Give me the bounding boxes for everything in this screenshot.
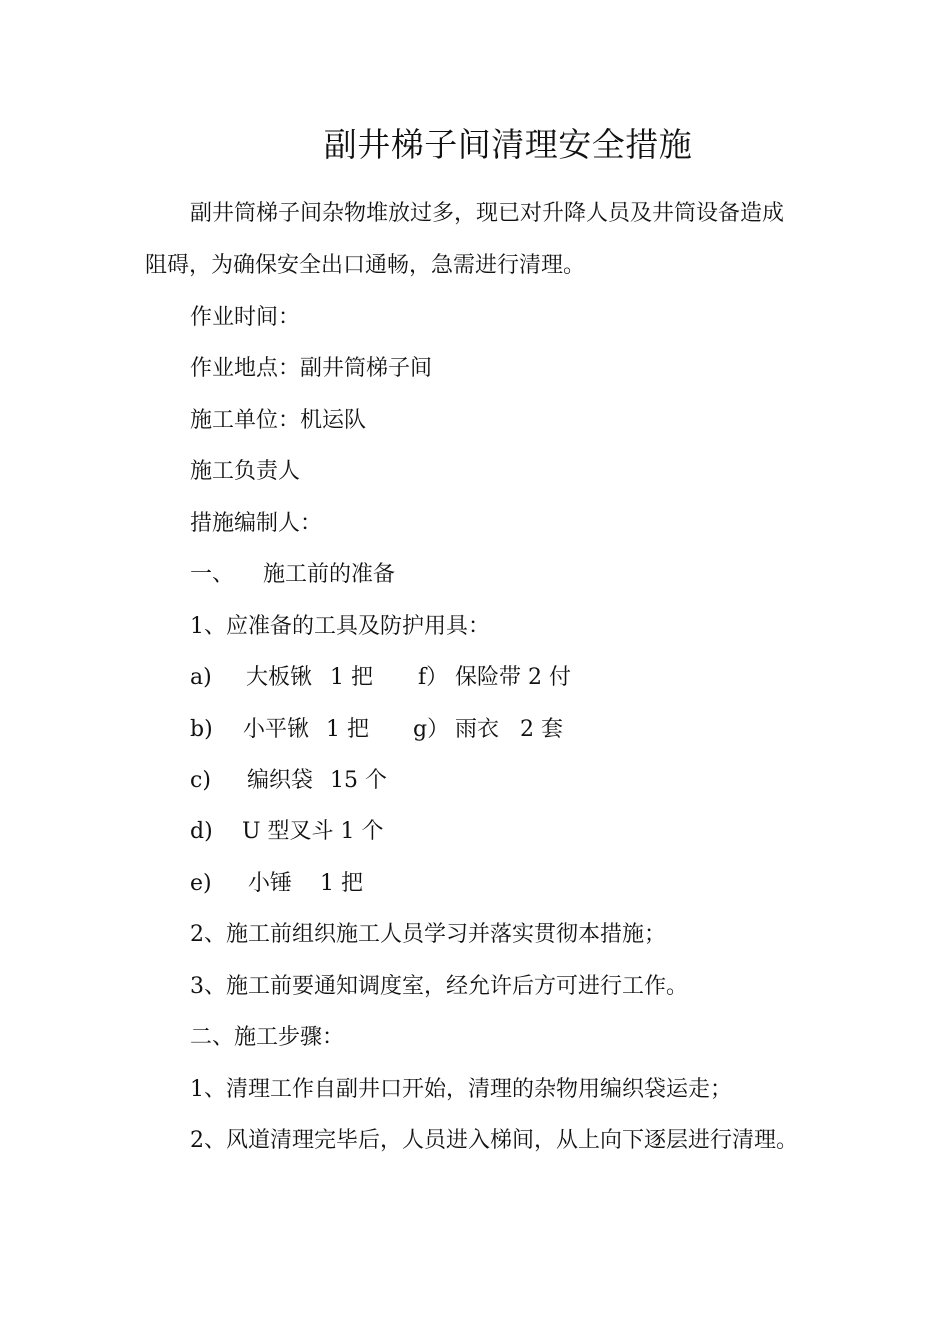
tool-extra-marker: g） (413, 717, 450, 742)
tool-marker: e) (190, 871, 212, 896)
prep-item-2: 2、施工前组织施工人员学习并落实贯彻本措施； (190, 922, 666, 947)
intro-paragraph-line-1: 副井筒梯子间杂物堆放过多，现已对升降人员及井筒设备造成 (190, 201, 785, 226)
tool-name: 大板锹 (246, 665, 313, 690)
work-time: 作业时间： (190, 305, 301, 330)
section-2-heading: 二、施工步骤： (190, 1025, 345, 1050)
tool-name: 编织袋 (247, 768, 314, 793)
tool-qty: 15 个 (330, 768, 387, 793)
prep-item-3: 3、施工前要通知调度室，经允许后方可进行工作。 (190, 974, 688, 999)
tool-extra-qty: 2 套 (520, 717, 563, 742)
tool-extra-text: 保险带 2 付 (455, 665, 571, 690)
tool-qty: 1 把 (326, 717, 369, 742)
work-location: 作业地点：副井筒梯子间 (190, 356, 433, 381)
tool-name: 小平锹 (243, 717, 310, 742)
tool-extra-text: 雨衣 (455, 717, 500, 742)
measures-author: 措施编制人： (190, 511, 323, 536)
tool-name: 小锤 (248, 871, 293, 896)
tool-marker: b) (190, 717, 213, 742)
section-1-title: 施工前的准备 (263, 562, 396, 587)
tool-qty: 1 把 (320, 871, 363, 896)
construction-unit: 施工单位：机运队 (190, 408, 367, 433)
construction-leader: 施工负责人 (190, 459, 301, 484)
step-2: 2、风道清理完毕后，人员进入梯间，从上向下逐层进行清理。 (190, 1128, 798, 1153)
tools-heading: 1、应准备的工具及防护用具： (190, 614, 490, 639)
intro-paragraph-line-2: 阻碍，为确保安全出口通畅，急需进行清理。 (145, 253, 586, 278)
step-1: 1、清理工作自副井口开始，清理的杂物用编织袋运走； (190, 1077, 732, 1102)
tool-marker: d) (190, 819, 213, 844)
tool-extra-marker: f） (418, 665, 449, 690)
tool-name: U 型叉斗 1 个 (242, 819, 384, 844)
tool-marker: c) (190, 768, 211, 793)
document-title: 副井梯子间清理安全措施 (323, 125, 693, 164)
tool-marker: a) (190, 665, 212, 690)
section-1-number: 一、 (190, 562, 235, 587)
tool-qty: 1 把 (330, 665, 373, 690)
